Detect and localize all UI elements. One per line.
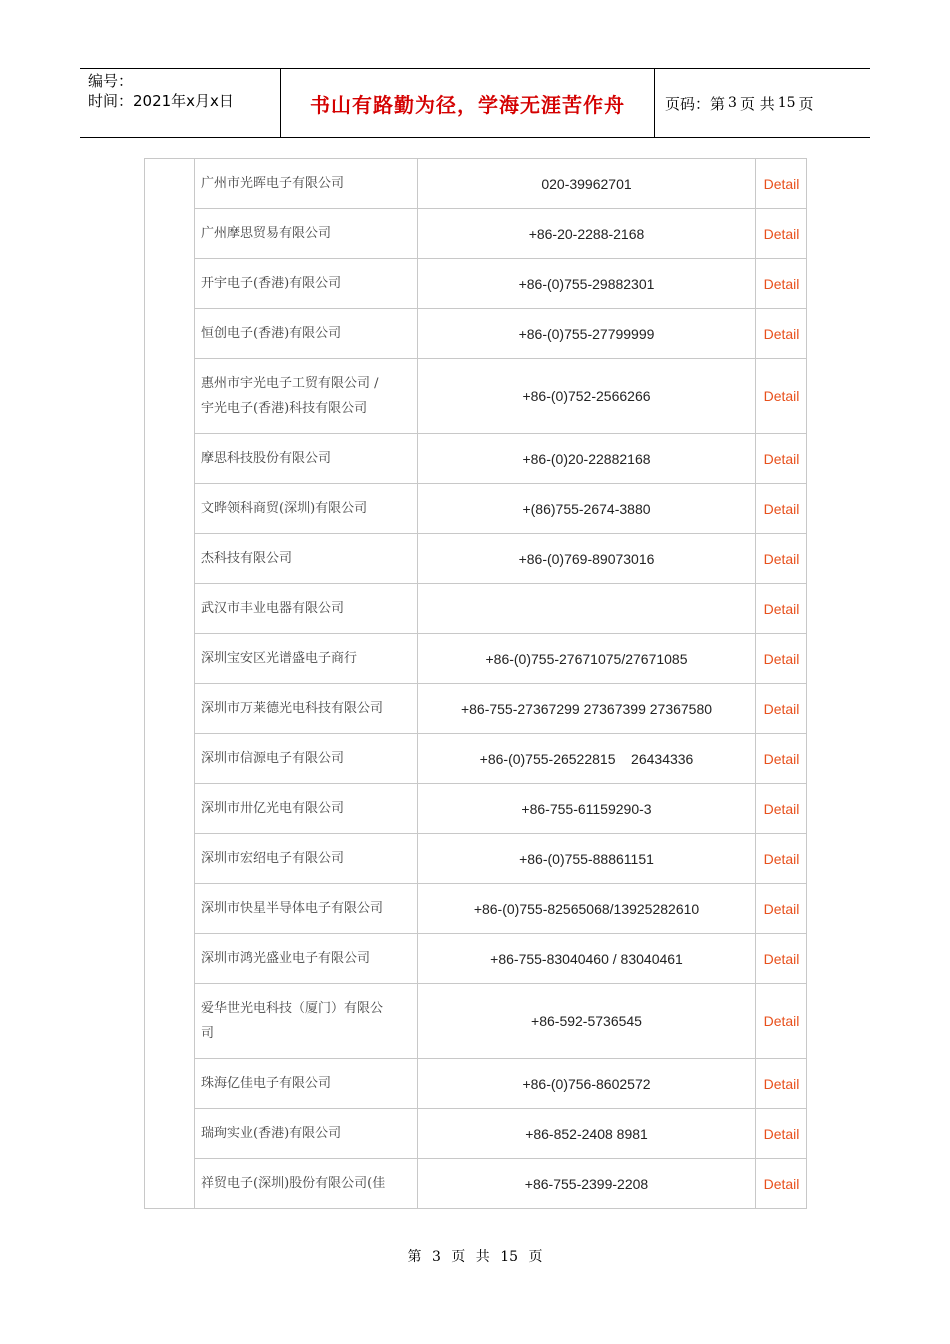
detail-link[interactable]: Detail — [763, 275, 800, 292]
company-phone: +86-852-2408 8981 — [418, 1109, 756, 1158]
company-phone: +86-755-83040460 / 83040461 — [418, 934, 756, 983]
table-row — [195, 1059, 807, 1109]
company-phone: +86-755-61159290-3 — [418, 784, 756, 833]
company-name: 深圳市快星半导体电子有限公司 — [195, 884, 418, 933]
company-phone: +86-592-5736545 — [418, 984, 756, 1058]
company-name: 深圳市卅亿光电有限公司 — [195, 784, 418, 833]
detail-link[interactable]: Detail — [763, 175, 800, 192]
detail-link[interactable]: Detail — [763, 388, 800, 404]
company-name: 惠州市宇光电子工贸有限公司 / 宇光电子(香港)科技有限公司 — [195, 359, 418, 433]
company-name: 恒创电子(香港)有限公司 — [195, 309, 418, 358]
table-gutter — [145, 159, 195, 1208]
company-phone: +86-755-27367299 27367399 27367580 — [418, 684, 756, 733]
company-phone: +86-(0)752-2566266 — [418, 359, 756, 433]
table-row — [195, 934, 807, 984]
page-header — [80, 68, 870, 138]
table-row — [195, 534, 807, 584]
company-phone: +86-755-2399-2208 — [418, 1159, 756, 1208]
table-row — [195, 434, 807, 484]
company-phone: +86-(0)755-27799999 — [418, 309, 756, 358]
company-phone: +86-(0)20-22882168 — [418, 434, 756, 483]
company-phone: +(86)755-2674-3880 — [418, 484, 756, 533]
table-row — [195, 584, 807, 634]
header-motto: 书山有路勤为径，学海无涯苦作舟 — [281, 69, 655, 137]
company-phone — [418, 584, 756, 633]
detail-link[interactable]: Detail — [763, 800, 800, 817]
company-name: 文晔领科商贸(深圳)有限公司 — [195, 484, 418, 533]
header-page-info — [655, 69, 870, 137]
page-mid: 页 共 — [739, 94, 775, 113]
table-row — [195, 259, 807, 309]
detail-link[interactable]: Detail — [763, 850, 800, 867]
company-name: 开宇电子(香港)有限公司 — [195, 259, 418, 308]
detail-link[interactable]: Detail — [763, 650, 800, 667]
detail-link[interactable]: Detail — [763, 450, 800, 467]
detail-link[interactable]: Detail — [763, 225, 800, 242]
company-phone: +86-20-2288-2168 — [418, 209, 756, 258]
company-name: 武汉市丰业电器有限公司 — [195, 584, 418, 633]
company-phone: +86-(0)755-82565068/13925282610 — [418, 884, 756, 933]
company-name: 深圳市万莱德光电科技有限公司 — [195, 684, 418, 733]
number-label: 编号： — [88, 72, 134, 90]
company-phone: +86-(0)755-88861151 — [418, 834, 756, 883]
detail-link[interactable]: Detail — [763, 950, 800, 967]
company-phone: +86-(0)755-26522815 26434336 — [418, 734, 756, 783]
company-name: 深圳市宏绍电子有限公司 — [195, 834, 418, 883]
table-row — [195, 1109, 807, 1159]
company-name: 广州市光晖电子有限公司 — [195, 159, 418, 208]
company-name: 摩思科技股份有限公司 — [195, 434, 418, 483]
company-name: 珠海亿佳电子有限公司 — [195, 1059, 418, 1108]
company-name: 深圳宝安区光谱盛电子商行 — [195, 634, 418, 683]
page-total: 15 — [777, 95, 796, 111]
company-name: 杰科技有限公司 — [195, 534, 418, 583]
header-meta — [80, 69, 281, 137]
table-row — [195, 834, 807, 884]
company-phone: 020-39962701 — [418, 159, 756, 208]
table-row — [195, 359, 807, 434]
time-label: 时间：2021年x月x日 — [88, 92, 234, 110]
company-phone: +86-(0)769-89073016 — [418, 534, 756, 583]
detail-link[interactable]: Detail — [763, 325, 800, 342]
page-footer: 第 3 页 共 15 页 — [407, 1249, 543, 1265]
detail-link[interactable]: Detail — [763, 600, 800, 617]
table-row — [195, 984, 807, 1059]
detail-link[interactable]: Detail — [763, 750, 800, 767]
table-row — [195, 309, 807, 359]
company-phone: +86-(0)755-27671075/27671085 — [418, 634, 756, 683]
company-name: 爱华世光电科技（厦门）有限公 司 — [195, 984, 418, 1058]
company-name: 广州摩思贸易有限公司 — [195, 209, 418, 258]
company-name: 瑞珣实业(香港)有限公司 — [195, 1109, 418, 1158]
company-name: 祥贸电子(深圳)股份有限公司(佳 — [195, 1159, 418, 1208]
table-row — [195, 734, 807, 784]
table-row — [195, 684, 807, 734]
company-table — [144, 158, 807, 1209]
table-row — [195, 484, 807, 534]
table-row — [195, 784, 807, 834]
detail-link[interactable]: Detail — [763, 900, 800, 917]
detail-link[interactable]: Detail — [763, 1075, 800, 1092]
company-name: 深圳市信源电子有限公司 — [195, 734, 418, 783]
page-number: 3 — [728, 95, 737, 111]
table-row — [195, 159, 807, 209]
table-row — [195, 634, 807, 684]
detail-link[interactable]: Detail — [763, 1175, 800, 1192]
company-phone: +86-(0)756-8602572 — [418, 1059, 756, 1108]
detail-link[interactable]: Detail — [763, 1013, 800, 1029]
table-row — [195, 884, 807, 934]
company-name: 深圳市鸿光盛业电子有限公司 — [195, 934, 418, 983]
detail-link[interactable]: Detail — [763, 1125, 800, 1142]
table-row — [195, 1159, 807, 1209]
detail-link[interactable]: Detail — [763, 700, 800, 717]
detail-link[interactable]: Detail — [763, 550, 800, 567]
company-phone: +86-(0)755-29882301 — [418, 259, 756, 308]
page-prefix: 页码：第 — [665, 94, 726, 113]
table-row — [195, 209, 807, 259]
page-suffix: 页 — [798, 94, 814, 113]
detail-link[interactable]: Detail — [763, 500, 800, 517]
